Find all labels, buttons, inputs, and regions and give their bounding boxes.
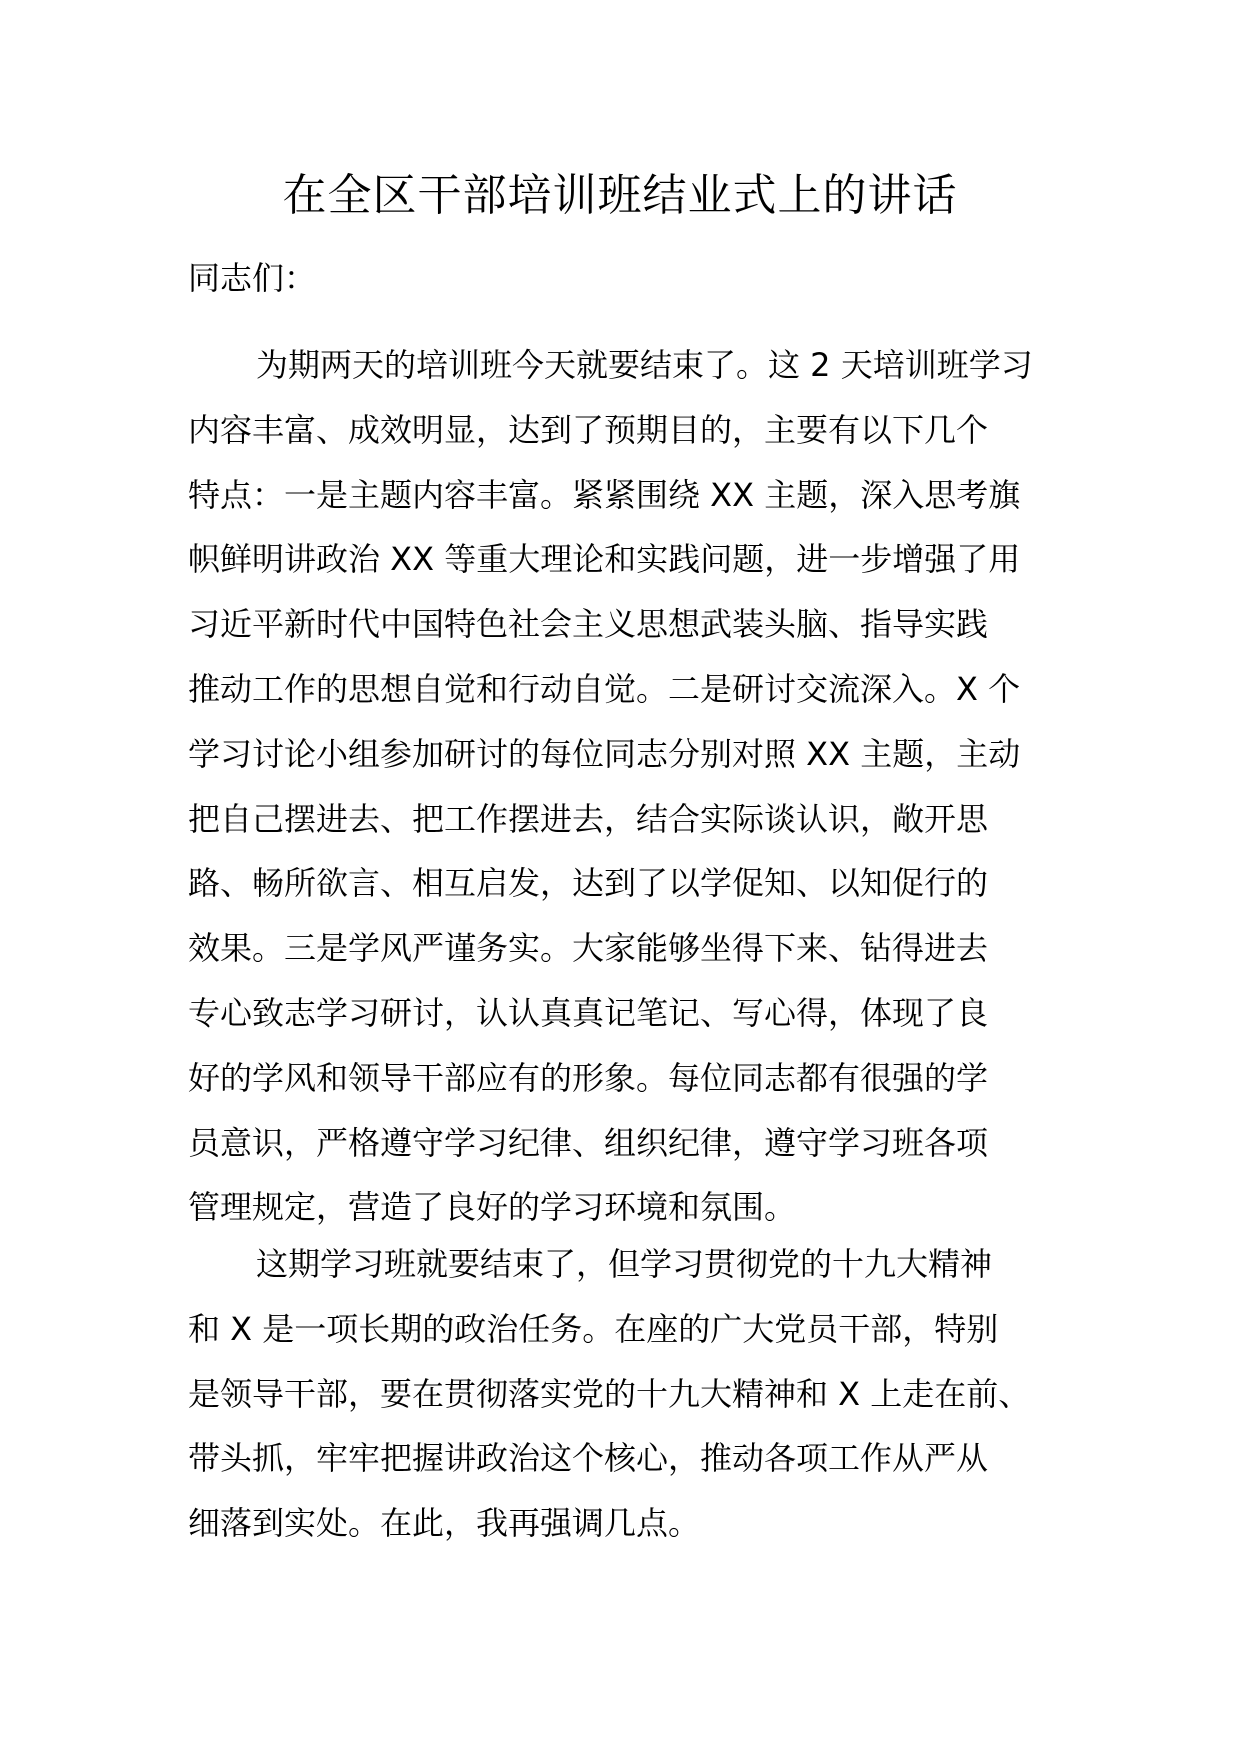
paragraph-2 — [188, 1232, 1058, 1556]
paragraph-line: 细落到实处。在此，我再强调几点。 — [188, 1504, 701, 1543]
paragraph-line: 路、畅所欲言、相互启发，达到了以学促知、以知促行的 — [188, 864, 989, 903]
paragraph-line: 特点：一是主题内容丰富。紧紧围绕 XX 主题，深入思考旗 — [188, 475, 1021, 514]
paragraph-line: 是领导干部，要在贯彻落实党的十九大精神和 X 上走在前、 — [188, 1374, 1031, 1413]
paragraph-line: 习近平新时代中国特色社会主义思想武装头脑、指导实践 — [188, 605, 989, 644]
paragraph-line: 带头抓，牢牢把握讲政治这个核心，推动各项工作从严从 — [188, 1439, 989, 1478]
paragraph-line: 为期两天的培训班今天就要结束了。这 2 天培训班学习 — [256, 346, 1033, 384]
paragraph-line: 学习讨论小组参加研讨的每位同志分别对照 XX 主题，主动 — [188, 734, 1021, 773]
paragraph-1 — [188, 333, 1058, 1240]
paragraph-line: 推动工作的思想自觉和行动自觉。二是研讨交流深入。X 个 — [188, 669, 1021, 708]
paragraph-line: 内容丰富、成效明显，达到了预期目的，主要有以下几个 — [188, 410, 989, 449]
paragraph-line: 这期学习班就要结束了，但学习贯彻党的十九大精神 — [256, 1245, 993, 1283]
paragraph-line: 好的学风和领导干部应有的形象。每位同志都有很强的学 — [188, 1058, 989, 1097]
paragraph-line: 把自己摆进去、把工作摆进去，结合实际谈认识，敞开思 — [188, 799, 989, 838]
paragraph-line: 员意识，严格遵守学习纪律、组织纪律，遵守学习班各项 — [188, 1123, 989, 1162]
document-title: 在全区干部培训班结业式上的讲话 — [282, 170, 958, 221]
paragraph-line: 管理规定，营造了良好的学习环境和氛围。 — [188, 1188, 797, 1227]
salutation: 同志们： — [188, 259, 317, 297]
paragraph-line: 效果。三是学风严谨务实。大家能够坐得下来、钻得进去 — [188, 929, 989, 968]
paragraph-line: 和 X 是一项长期的政治任务。在座的广大党员干部，特别 — [188, 1309, 999, 1348]
paragraph-line: 专心致志学习研讨，认认真真记笔记、写心得，体现了良 — [188, 993, 989, 1032]
paragraph-line: 帜鲜明讲政治 XX 等重大理论和实践问题，进一步增强了用 — [188, 540, 1021, 579]
